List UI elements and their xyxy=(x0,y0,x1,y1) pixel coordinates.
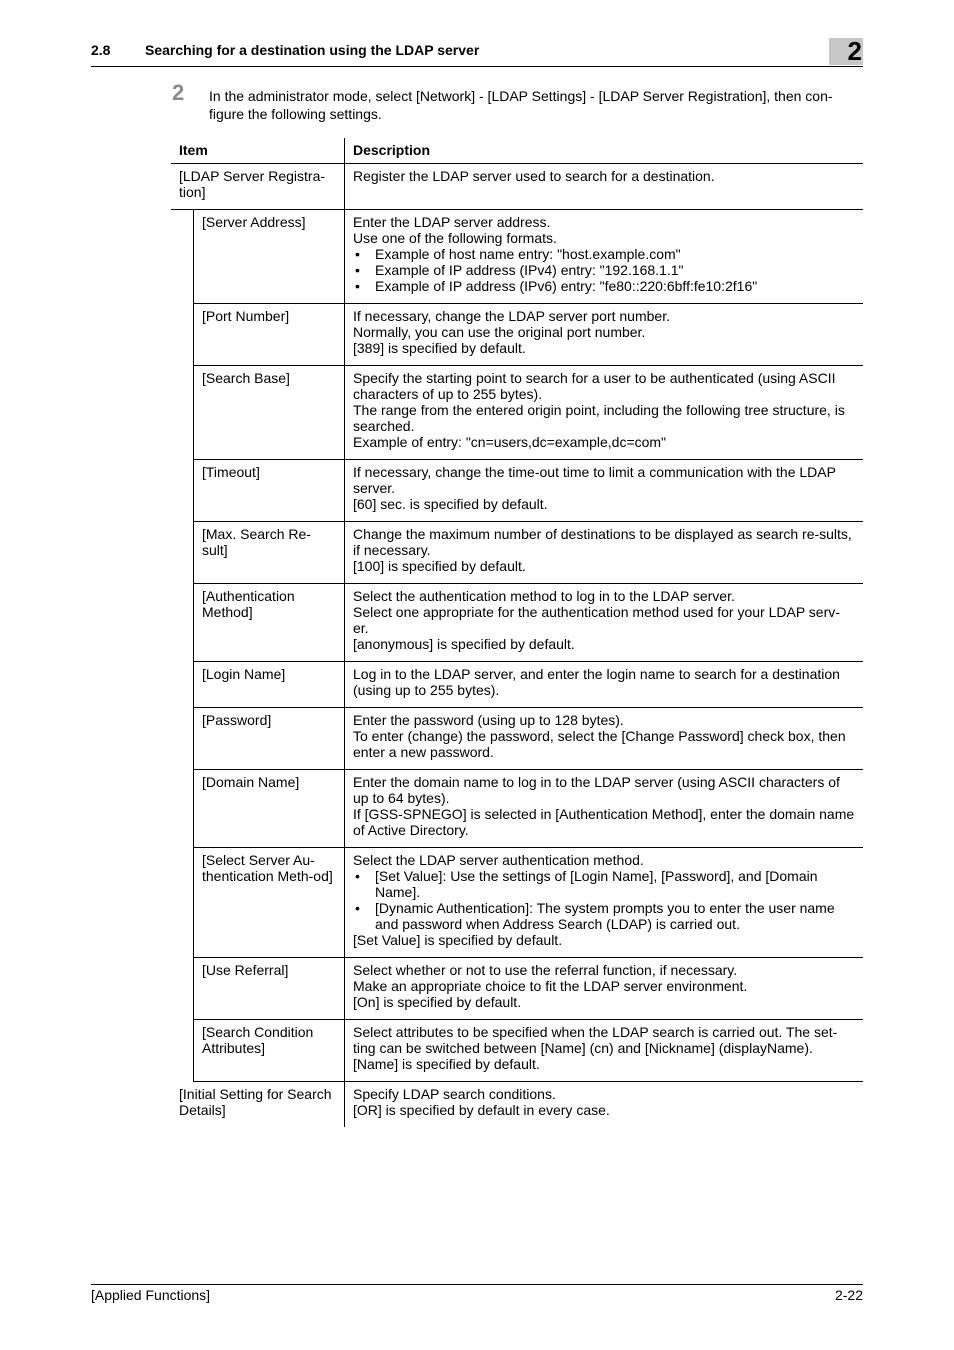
description-line: To enter (change) the password, select the [Change Password] check box, then enter a new password. xyxy=(353,728,846,760)
table-row xyxy=(171,662,863,708)
row-description xyxy=(345,460,864,522)
row-item: [Use Referral] xyxy=(194,958,345,1020)
description-line: Use one of the following formats. xyxy=(353,230,557,246)
bullet-item: • Example of IP address (IPv6) entry: "fe80::220:6bff:fe10:2f16" xyxy=(375,278,855,294)
table-row xyxy=(171,366,863,460)
row-description xyxy=(345,210,864,304)
table-row xyxy=(171,164,863,210)
description-line: [60] sec. is specified by default. xyxy=(353,496,548,512)
column-header-description: Description xyxy=(345,138,864,164)
row-item: [Initial Setting for Search Details] xyxy=(171,1082,345,1128)
row-description: Register the LDAP server used to search for a destination. xyxy=(345,164,864,210)
row-item: [Port Number] xyxy=(194,304,345,366)
page-number: 2-22 xyxy=(834,1287,863,1303)
chapter-badge: 2 xyxy=(829,38,863,65)
footer-manual-title: [Applied Functions] xyxy=(91,1287,211,1303)
row-description xyxy=(345,958,864,1020)
page-header xyxy=(91,38,863,67)
table-row xyxy=(171,460,863,522)
table-row xyxy=(171,848,863,958)
step-number: 2 xyxy=(172,80,185,105)
row-item: [Select Server Au-thentication Meth-od] xyxy=(194,848,345,958)
table-row xyxy=(171,1082,863,1128)
bullet-item: • [Set Value]: Use the settings of [Login Name], [Password], and [Domain Name]. xyxy=(375,868,855,900)
step-text: In the administrator mode, select [Network] - [LDAP Settings] - [LDAP Server Registration], then con-figure the following settings. xyxy=(209,88,833,122)
description-line: The range from the entered origin point, including the following tree structure, is searched. xyxy=(353,402,845,434)
section-number: 2.8 xyxy=(91,42,111,58)
row-description xyxy=(345,1082,864,1128)
description-line: Select the LDAP server authentication method. xyxy=(353,852,644,868)
row-description xyxy=(345,366,864,460)
indent-spacer xyxy=(171,210,194,1082)
description-line: [On] is specified by default. xyxy=(353,994,522,1010)
description-line: Select the authentication method to log in to the LDAP server. xyxy=(353,588,735,604)
row-description xyxy=(345,304,864,366)
description-line: [Name] is specified by default. xyxy=(353,1056,540,1072)
table-row xyxy=(171,958,863,1020)
row-description xyxy=(345,1020,864,1082)
row-item: [Timeout] xyxy=(194,460,345,522)
description-line: Make an appropriate choice to fit the LDAP server environment. xyxy=(353,978,748,994)
table-row xyxy=(171,210,863,304)
row-item: [Domain Name] xyxy=(194,770,345,848)
row-description xyxy=(345,662,864,708)
description-line: Example of entry: "cn=users,dc=example,dc=com" xyxy=(353,434,667,450)
description-line: [100] is specified by default. xyxy=(353,558,526,574)
section-title: Searching for a destination using the LDAP server xyxy=(145,42,480,58)
row-description xyxy=(345,708,864,770)
row-item: [Search Condition Attributes] xyxy=(194,1020,345,1082)
row-description xyxy=(345,848,864,958)
table-row xyxy=(171,304,863,366)
description-line: If necessary, change the time-out time to limit a communication with the LDAP server. xyxy=(353,464,836,496)
row-item: [Authentication Method] xyxy=(194,584,345,662)
row-item: [Max. Search Re-sult] xyxy=(194,522,345,584)
bullet-item: • [Dynamic Authentication]: The system prompts you to enter the user name and password when Address Search (LDAP) is carried out. xyxy=(375,900,855,932)
description-line: Specify LDAP search conditions. xyxy=(353,1086,556,1102)
description-line: If necessary, change the LDAP server port number. xyxy=(353,308,670,324)
description-line: Enter the domain name to log in to the LDAP server (using ASCII characters of up to 64 bytes). xyxy=(353,774,840,806)
description-line: Specify the starting point to search for a user to be authenticated (using ASCII characters of up to 255 bytes). xyxy=(353,370,836,402)
description-line: Normally, you can use the original port number. xyxy=(353,324,646,340)
description-line: [389] is specified by default. xyxy=(353,340,526,356)
bullet-item: • Example of host name entry: "host.example.com" xyxy=(375,246,855,262)
row-item: [Login Name] xyxy=(194,662,345,708)
table-row xyxy=(171,770,863,848)
row-description xyxy=(345,522,864,584)
settings-table xyxy=(171,138,863,1127)
row-item: [LDAP Server Registra-tion] xyxy=(171,164,345,210)
table-row xyxy=(171,1020,863,1082)
description-line: Log in to the LDAP server, and enter the login name to search for a destination (using up to 255 bytes). xyxy=(353,666,840,698)
description-line: [Set Value] is specified by default. xyxy=(353,932,563,948)
row-item: [Server Address] xyxy=(194,210,345,304)
table-body xyxy=(171,164,863,1128)
bullet-item: • Example of IP address (IPv4) entry: "192.168.1.1" xyxy=(375,262,855,278)
table-row xyxy=(171,522,863,584)
description-line: Select attributes to be specified when the LDAP search is carried out. The set-ting can be switched between [Name] (cn) and [Nickname] (displayName). xyxy=(353,1024,838,1056)
description-line: Change the maximum number of destinations to be displayed as search re-sults, if necessary. xyxy=(353,526,852,558)
table-row xyxy=(171,584,863,662)
column-header-item: Item xyxy=(171,138,345,164)
row-item: [Search Base] xyxy=(194,366,345,460)
row-item: [Password] xyxy=(194,708,345,770)
description-line: Select whether or not to use the referral function, if necessary. xyxy=(353,962,738,978)
bullet-list xyxy=(353,868,855,932)
description-line: Select one appropriate for the authentication method used for your LDAP serv-er. xyxy=(353,604,840,636)
page-footer xyxy=(91,1284,863,1303)
description-line: [anonymous] is specified by default. xyxy=(353,636,575,652)
table-header-row xyxy=(171,138,863,164)
table-row xyxy=(171,708,863,770)
description-line: [OR] is specified by default in every case. xyxy=(353,1102,610,1118)
description-line: Enter the password (using up to 128 bytes). xyxy=(353,712,624,728)
bullet-list xyxy=(353,246,855,294)
row-description xyxy=(345,770,864,848)
description-line: Enter the LDAP server address. xyxy=(353,214,551,230)
description-line: If [GSS-SPNEGO] is selected in [Authentication Method], enter the domain name of Active Directory. xyxy=(353,806,855,838)
row-description xyxy=(345,584,864,662)
